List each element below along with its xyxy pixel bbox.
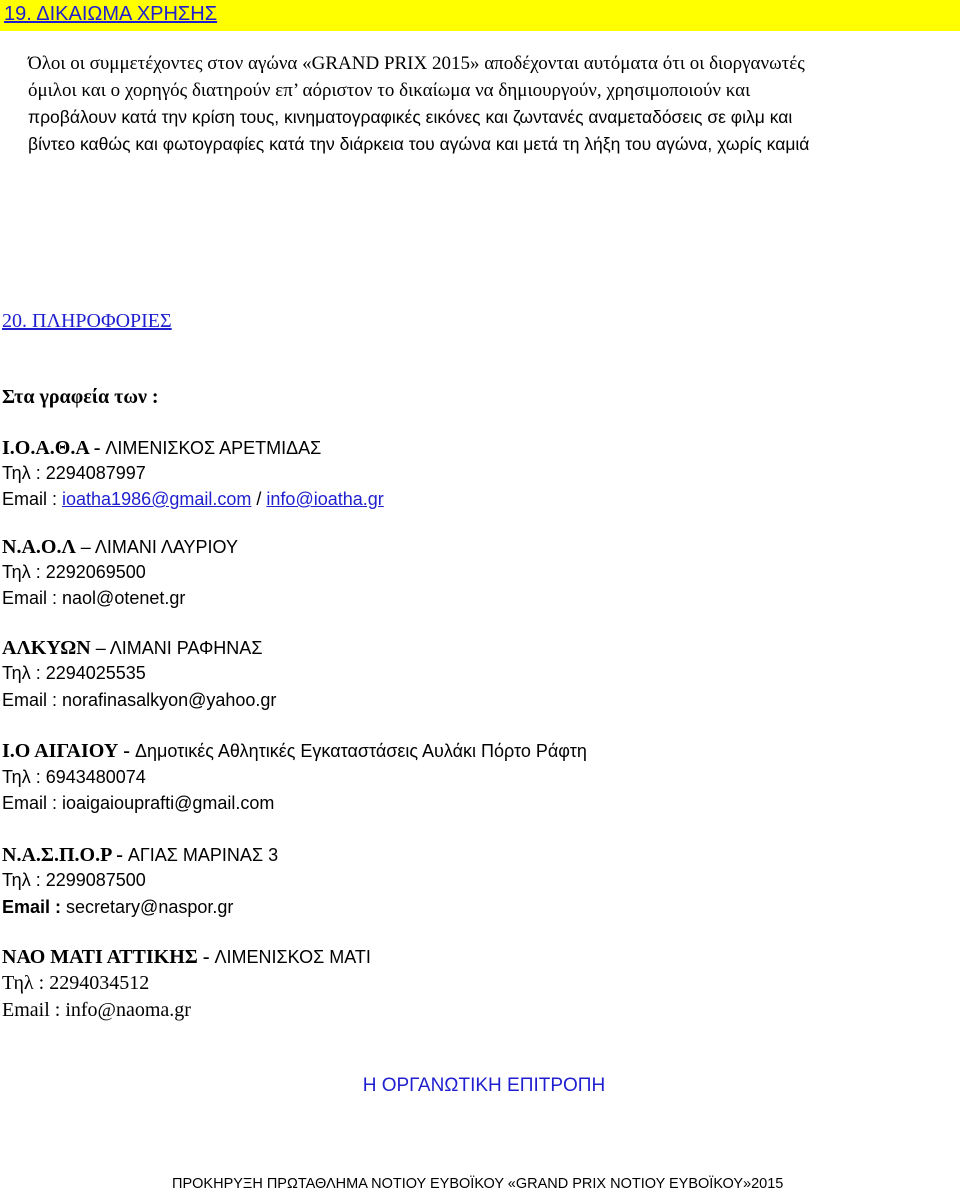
email-address: info@naoma.gr [65,999,191,1021]
section-20-title: 20. ΠΛΗΡΟΦΟΡΙΕΣ [2,310,172,332]
club-heading [2,945,371,969]
club-name: ΝΑΟ ΜΑΤΙ ΑΤΤΙΚΗΣ [2,946,198,968]
section-19-title: 19. ΔΙΚΑΙΩΜΑ ΧΡΗΣΗΣ [4,3,218,25]
phone-label: Τηλ : [2,767,46,787]
paragraph-line: όμιλοι και ο χορηγός διατηρούν επ’ αόριστον το δικαίωμα να δημιουργούν, χρησιμοποιούν και [28,79,751,101]
organizing-committee-signature: Η ΟΡΓΑΝΩΤΙΚΗ ΕΠΙΤΡΟΠΗ [362,1075,606,1096]
email-label: Email : [2,489,63,509]
email-address: norafinasalkyon@yahoo.gr [62,690,277,710]
club-phone-line [2,661,146,685]
club-name: Ν.Α.Ο.Λ [2,536,76,558]
email-label: Email : [2,690,63,710]
email-address: secretary@naspor.gr [66,897,234,917]
club-location: ΛΙΜΑΝΙ ΡΑΦΗΝΑΣ [109,638,263,658]
club-heading [2,535,238,559]
email-label: Email : [2,588,63,608]
club-email-line [2,895,233,919]
phone-label: Τηλ : [2,870,46,890]
club-email-line [2,688,276,712]
email-label: Email : [2,897,67,917]
phone-number: 2292069500 [45,562,146,582]
club-phone-line [2,765,146,789]
club-separator: - [197,946,215,968]
phone-label: Τηλ : [2,663,46,683]
club-heading [2,739,587,763]
club-separator: - [111,844,128,866]
club-name: ΑΛΚΥΩΝ [2,637,91,659]
page-footer: ΠΡΟΚΗΡΥΞΗ ΠΡΩΤΑΘΛΗΜΑ ΝΟΤΙΟΥ ΕΥΒΟΪΚΟΥ «GRAND PRIX ΝΟΤΙΟΥ ΕΥΒΟΪΚΟΥ»2015 [172,1176,784,1192]
club-heading [2,843,278,867]
email-label: Email : [2,999,66,1021]
email-link-secondary[interactable]: info@ioatha.gr [266,489,384,509]
phone-number: 2294025535 [45,663,146,683]
club-email-line [2,586,185,610]
email-separator: / [251,489,267,509]
phone-label: Τηλ : [2,562,46,582]
email-link[interactable]: ioatha1986@gmail.com [62,489,252,509]
club-phone-line [2,868,146,892]
club-location: ΛΙΜΕΝΙΣΚΟΣ ΑΡΕΤΜΙΔΑΣ [105,438,322,458]
phone-label: Τηλ : [2,972,50,994]
phone-number: 2299087500 [45,870,146,890]
paragraph-line: προβάλουν κατά την κρίση τους, κινηματογραφικές εικόνες και ζωντανές αναμεταδόσεις σε φιλμ και [28,107,793,127]
club-separator: – [75,537,95,557]
phone-label: Τηλ : [2,463,46,483]
offices-label: Στα γραφεία των : [2,386,159,408]
club-email-line [2,998,191,1022]
club-name: Ι.Ο.Α.Θ.Α [2,437,89,459]
club-email-line [2,791,274,815]
club-separator: - [118,740,135,762]
club-location: ΛΙΜΕΝΙΣΚΟΣ ΜΑΤΙ [214,947,371,967]
phone-number: 6943480074 [45,767,146,787]
club-phone-line [2,971,149,995]
club-heading [2,636,262,660]
club-email-line [2,487,384,511]
section-19-paragraph [28,51,958,157]
club-phone-line [2,461,146,485]
email-address: naol@otenet.gr [62,588,186,608]
club-phone-line [2,560,146,584]
paragraph-line: Όλοι οι συμμετέχοντες στον αγώνα «GRAND PRIX 2015» αποδέχονται αυτόματα ότι οι διοργανωτές [28,53,805,74]
email-address: ioaigaiouprafti@gmail.com [62,793,275,813]
club-separator: – [90,638,110,658]
club-location: Δημοτικές Αθλητικές Εγκαταστάσεις Αυλάκι Πόρτο Ράφτη [134,741,587,761]
paragraph-line: βίντεο καθώς και φωτογραφίες κατά την διάρκεια του αγώνα και μετά τη λήξη του αγώνα, χωρίς καμιά [28,133,810,154]
club-heading [2,436,321,460]
phone-number: 2294034512 [49,972,150,994]
club-separator: - [88,437,106,459]
club-name: Ι.Ο ΑΙΓΑΙΟΥ [2,740,119,762]
club-location: ΑΓΙΑΣ ΜΑΡΙΝΑΣ 3 [127,845,279,865]
phone-number: 2294087997 [45,463,146,483]
email-label: Email : [2,793,63,813]
club-name: Ν.Α.Σ.Π.Ο.Ρ [2,844,112,866]
club-location: ΛΙΜΑΝΙ ΛΑΥΡΙΟΥ [94,537,238,557]
